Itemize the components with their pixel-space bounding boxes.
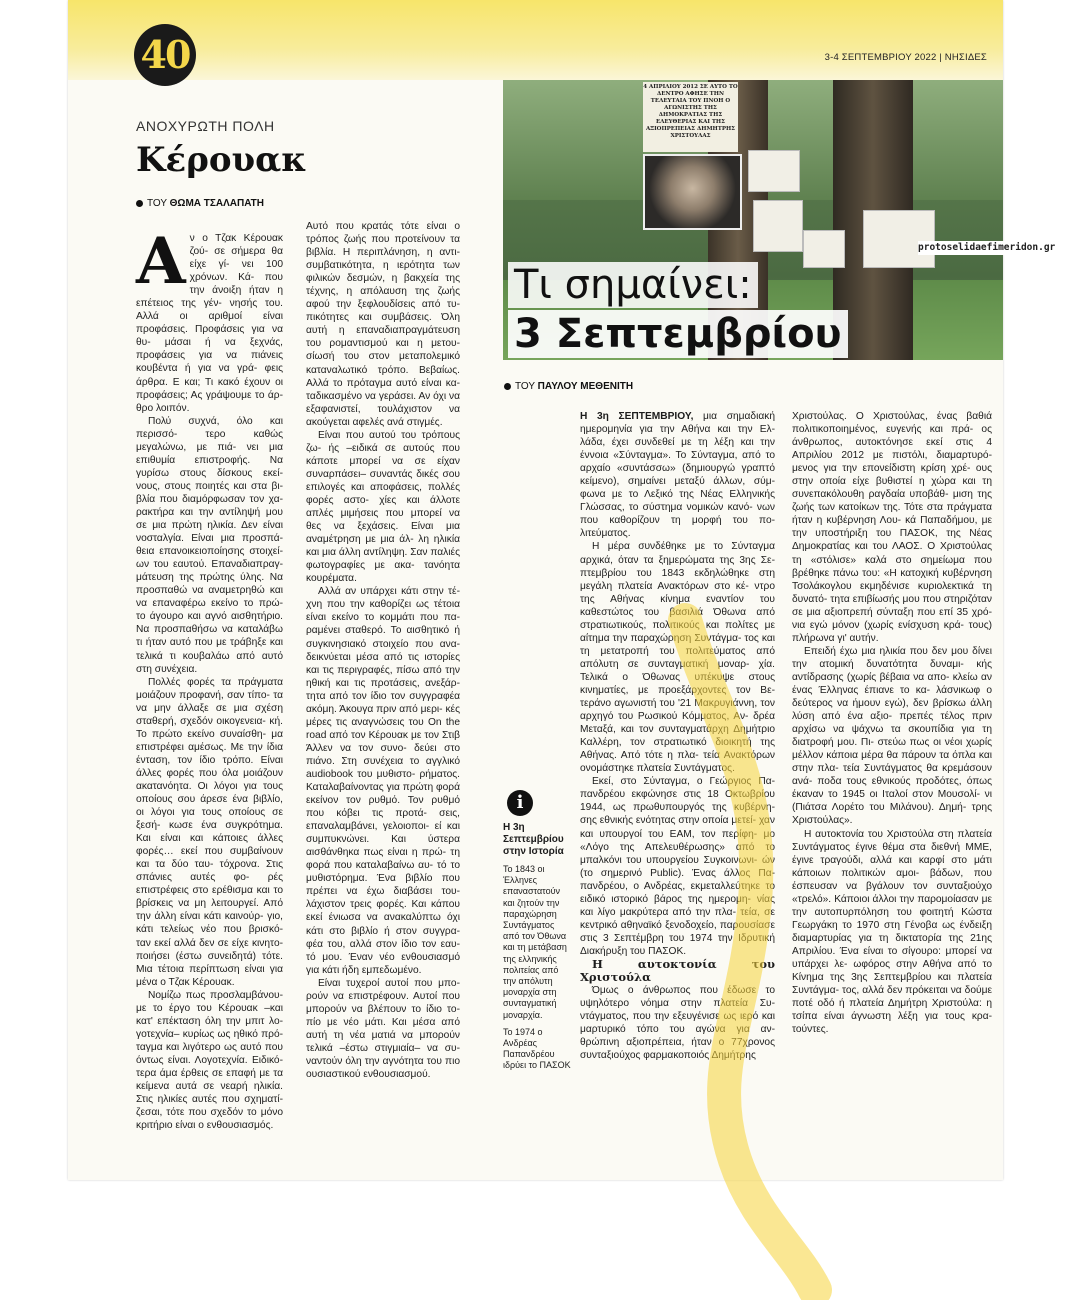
info-item: Το 1974 ο Ανδρέας Παπανδρέου ιδρύει το ΠΑΣΟΚ [503, 1026, 571, 1071]
article1-author: ΘΩΜΑ ΤΣΑΛΑΠΑΤΗ [169, 198, 264, 209]
article2-paragraph: Χριστούλας. Ο Χριστούλας, ένας βαθιά πολιτικοποιημένος, ευγενής και πρά- ος άνθρωπος, αυτοκτόνησε εκεί στις 4 Απριλίου 2012 με πιστόλι, διαμαρτυρό- μενος για την επονείδιστη κρίση χρέ- ους στην οποία είχε βυθιστεί η χώρα και τη συνεπακόλουθη ραγδαία υποβάθ- μιση της ζωής των κατοίκων της. Τότε στα πράγματα ήταν η κυβέρνηση Λου- κά Παπαδήμου, με την υποστήριξη του ΠΑΣΟΚ, της Νέας Δημοκρατίας και του ΛΑΟΣ. Ο Χριστούλας τη «στόλισε» καλά στο σημείωμα που βρέθηκε πάνω του: «Η κατοχική κυβέρνηση Τσολάκογλου εκμηδένισε κυριολεκτικά τη δυνατό- τητα επιβίωσής μου που στηριζόταν σε μια αξιοπρεπή σύνταξη που επί 35 χρό- νια εγώ μόνον (χωρίς ενίσχυση κρά- τους) πλήρωνα γι' αυτήν. [792, 411, 992, 644]
article1-paragraph: Αλλά αν υπάρχει κάτι στην τέ- χνη που την καθορίζει ως τέτοια είναι εκείνο το κομμάτι που πα- ραμένει σταθερό. Το αισθητικό ή συγκινησιακό στοιχείο που ανα- δεικνύεται μέσα από τις ιστορίες και τις περιγραφές, πίσω από την ηθική και τις προτάσεις, ανεξάρ- τητα από τον ίδιο τον συγγραφέα ακόμη. Άκουγα πριν από μερι- κές μέρες τις αναγνώσεις του On the road από τον Κέρουακ με τον Στιβ Άλλεν να τον συνο- δεύει στο πιάνο. Στη συνέχεια το αγγλικό audiobook του μυθιστο- ρήματος. Καταλαβαίνοντας για πρώτη φορά εκείνον τον ρυθμό. Τον ρυθμό που κόβει τις προτά- σεις, επαναλαμβάνει, γελοιοποι- εί και συμπυκνώνει. Και ύστερα αισθάνθηκα πως είναι η πρώ- τη φορά που καταλαβαίνω αυ- τό το μυθιστόρημα. Ένα βιβλίο που πρέπει να έχω διαβάσει του- λάχιστον τρεις φορές. Και κάπου εκεί ένιωσα να ανακαλύπτω όχι κάτι στο βιβλίο ή στον συγγρα- φέα του, αλλά στον ίδιο τον εαυ- τό μου. Έναν νέο ενθουσιασμό για κάτι ήδη εμπεδωμένο. [306, 586, 460, 976]
lead-in: Η 3η ΣΕΠΤΕΜΒΡΙΟΥ, [580, 411, 694, 422]
info-icon: i [507, 790, 533, 816]
article2-author: ΠΑΥΛΟΥ ΜΕΘΕΝΙΤΗ [537, 381, 634, 392]
article1-paragraph: Πολλές φορές τα πράγματα μοιάζουν προφανή, σαν τίπο- τα να μην άλλαξε σε μια σχέση σταθερή, σχεδόν οικογενεια- κή. Το πρώτο εκείνο συναίσθη- μα επιστρέφει αμέσως. Με την ίδια ένταση, τον ίδιο τρόπο. Είναι άλλες φορές που όλα μοιάζουν ακατανόητα. Οι λόγοι για τους οποίους σου άρεσε ένα βιβλίο, οι λόγοι για τους οποίους σε ξεσή- κωσε ένα συγκρότημα. Και είναι και κάποιες άλλες φορές… εκεί που συμβαίνουν και τα δύο ταυ- τόχρονα. Στις σπάνιες αυτές φο- ρές επιστρέφεις στο ερέθισμα και το βρίσκεις να μη λειτουργεί. Από την άλλη είναι κάτι καινούρ- γιο, κάτι τελείως νέο που βρισκό- ταν εκεί αλλά δεν σε είχε κινητο- ποιήσει (έστω συνειδητά) τότε. Μια τέτοια περίπτωση είναι για μένα ο Τζακ Κέρουακ. [136, 676, 283, 988]
newspaper-page [68, 0, 1003, 1180]
info-body [503, 864, 571, 1072]
info-title: Η 3η Σεπτεμβρίου στην Ιστορία [503, 822, 564, 857]
bullet-icon [504, 383, 511, 390]
byline-prefix: ΤΟΥ [515, 381, 535, 392]
photo-note [753, 200, 803, 252]
watermark: protoselidaefimeridon.gr [918, 242, 1056, 253]
article1-paragraph: Είναι που αυτού του τρόπους ζω- ής –ειδικά σε αυτούς που κάποτε μπορεί να σε είχαν συναρπάσει– συναντάς δικές σου επιλογές και αποφάσεις, πολλές φορές αστο- χίες και άλλοτε απλές μιμήσεις που μπορεί να θες να ξεχάσεις. Είναι μια αναμέτρηση με μια άλ- λη ηλικία και μια άλλη αντίληψη. Σαν παλιές φωτογραφίες με ακα- τανόητα κουρέματα. [306, 429, 460, 585]
article2-title-line1: Τι σημαίνει: [508, 262, 758, 308]
article2-column-2 [792, 410, 992, 1125]
article2-paragraph: Η μέρα συνδέθηκε με το Σύνταγμα αρχικά, όταν τα ξημερώματα της 3ης Σε- πτεμβρίου του 1843 εκδηλώθηκε στη μεγάλη πλατεία Ανακτόρων στο κέ- ντρο της Αθήνας κίνημα εναντίον του καθεστώτος του βασιλιά Όθωνα από στρατιωτικούς, πολιτικούς και πολίτες με αίτημα την παραχώρηση Συντάγμα- τος και τη μετατροπή του πολιτεύματος από απόλυτη σε συνταγματική μοναρ- χία. Τελικά ο Όθωνας υπέκυψε στους κινηματίες, με προεξάρχοντες τον Βε- τεράνο αγωνιστή του '21 Μακρυγιάννη, τον αρχηγό του Ρωσικού Κόμματος, Αν- δρέα Μεταξά, και τον συνταγματάρχη Δημήτριο Καλλέρη, τον στρατιωτικό διοικητή της Αθήνας. Από τότε η πλα- τεία Ανακτόρων ονομάστηκε πλατεία Συντάγματος. [580, 541, 775, 775]
byline-prefix: ΤΟΥ [147, 198, 167, 209]
article2-paragraph: Όμως ο άνθρωπος που έδωσε το υψηλότερο νόημα στην πλατεία Συ- ντάγματος, που την εξευγένισε ως ιερό και μαρτυρικό τόπο του αγώνα για αν- θρώπινη αξιοπρέπεια, ήταν ο 77χρονος συνταξιούχος φαρμακοποιός Δημήτρης [580, 985, 775, 1062]
article1-title: Κέρουακ [136, 140, 307, 180]
article1-kicker: ΑΝΟΧΥΡΩΤΗ ΠΟΛΗ [136, 118, 275, 134]
photo-note [863, 210, 935, 268]
article2-byline [504, 381, 633, 392]
article1-paragraph: Αν ο Τζακ Κέρουακ ζού- σε σήμερα θα είχε γί- νει 100 χρόνων. Κά- που την άνοιξη ήταν η επέτειος της γέν- νησής του. Αλλά οι αριθμοί είναι προφάσεις. Προφάσεις για να θυ- μάσαι ή να ξεχνάς, προφάσεις για να πιάνεις κουβέντα ή για να γρά- φεις άρθρα. Ε και; Τι κακό έχουν οι προφάσεις; Ας γράψουμε το άρ- θρο λοιπόν. [136, 224, 283, 414]
article1-column-2 [306, 220, 460, 1120]
article2-title [508, 262, 848, 358]
page-number: 40 [134, 24, 196, 86]
info-box [503, 790, 571, 1072]
article2-paragraph: Εκεί, στο Σύνταγμα, ο Γεώργιος Πα- πανδρέου εκφώνησε στις 18 Οκτωβρίου 1944, ως πρωθυπουργός της κυβέρνη- σης εθνικής ενότητας στην οποία μετεί- χαν και υπουργοί του ΕΑΜ, τον περίφη- μο «Λόγο της Απελευθέρωσης» από το μπαλκόνι του υπουργείου Συγκοινωνι- ών (το σημερινό Public). Ένας άλλος Πα- πανδρέου, ο Ανδρέας, εκμεταλλεύτηκε το ειδικό ιστορικό βάρος της ημερομη- νίας και λίγο μακρύτερα από την πλα- τεία, σε κεντρικό αθηναϊκό ξενοδοχείο, παρουσίασε στις 3 Σεπτέμβρη του 1974 την Ιδρυτική Διακήρυξη του ΠΑΣΟΚ. [580, 776, 775, 957]
photo-note [748, 150, 800, 192]
article2-title-line2: 3 Σεπτεμβρίου [508, 310, 848, 358]
article1-paragraph: Νομίζω πως προσλαμβάνου- με το έργο του Κέρουακ –και κατ' επέκταση όλη την μπιτ λο- γοτεχνία– κυρίως ως ηθικό πρό- ταγμα και λιγότερο ως αυτό που όντως είναι. Λογοτεχνία. Ειδικό- τερα άμα έρθεις σε επαφή με τα κείμενα αυτά σε νεαρή ηλικία. Στις ηλικίες αυτές που σχηματί- ζεσαι, τότε που σχεδόν το μόνο κριτήριο είναι ο ενθουσιασμός. [136, 989, 283, 1132]
memorial-poster: 4 ΑΠΡΙΛΙΟΥ 2012 ΣΕ ΑΥΤΟ ΤΟ ΔΕΝΤΡΟ ΑΦΗΣΕ ΤΗΝ ΤΕΛΕΥΤΑΙΑ ΤΟΥ ΠΝΟΗ Ο ΑΓΩΝΙΣΤΗΣ ΤΗΣ ΔΗΜΟΚΡΑΤΙΑΣ ΤΗΣ ΕΛΕΥΘΕΡΙΑΣ ΚΑΙ ΤΗΣ ΑΞΙΟΠΡΕΠΕΙΑΣ ΔΗΜΗΤΡΗΣ ΧΡΙΣΤΟΥΛΑΣ [643, 82, 738, 152]
article1-paragraph: Είναι τυχεροί αυτοί που μπο- ρούν να επιστρέφουν. Αυτοί που μπορούν να βλέπουν το ίδιο το- πίο με νέο μάτι. Και μέσα από αυτή τη νέα ματιά να μπορούν τελικά –έστω στιγμιαία– να συ- ναντούν όλη την αγνότητα του πιο ουσιαστικού ενθουσιασμού. [306, 977, 460, 1081]
bullet-icon [136, 200, 143, 207]
article2-column-1 [580, 410, 775, 1125]
dropcap: Α [136, 224, 186, 299]
header-band [68, 0, 1003, 80]
memorial-portrait [643, 154, 742, 230]
dateline: 3-4 ΣΕΠΤΕΜΒΡΙΟΥ 2022 | ΝΗΣΙΔΕΣ [824, 52, 987, 63]
article1-byline [136, 198, 264, 209]
article2-paragraph: Η αυτοκτονία του Χριστούλα στη πλατεία Συντάγματος έγινε θέμα στα διεθνή ΜΜΕ, έγινε τραγούδι, αλλά και καρφί στο μάτι κάποιων πολιτικών αμοι- βάδων, που έσπευσαν να βγάλουν τον συνταξιούχο «τρελό». Κάποιοι άλλοι την παρομοίασαν με την αυτοπυρπόληση του φοιτητή Κώστα Γεωργάκη το 1970 στη Γένοβα ως ένδειξη διαμαρτυρίας για τη δικτατορία της 21ης Απριλίου. Ένα είναι το σίγουρο: μπορεί να υπάρχει λε- ωφόρος στην Αθήνα από το Κίνημα της 3ης Σεπτεμβρίου και πλατεία Συντάγμα- τος, αλλά δεν πρόκειται να δούμε ποτέ οδό ή πλατεία Δημήτρη Χριστούλα: η τσίπα είναι άγνωστη λέξη για τους κρα- τούντες. [792, 828, 992, 1036]
article2-paragraph: Η 3η ΣΕΠΤΕΜΒΡΙΟΥ, μια σημαδιακή ημερομηνία για την Αθήνα και την Ελ- λάδα, έχει συνδεθεί με τη λέξη και την έννοια «Σύνταγμα». Το Σύνταγμα, από το αρχαίο «συντάσσω» (δημιουργώ γραπτό κείμενο), σημαίνει μεταξύ άλλων, σύμ- φωνα με το Λεξικό της Νέας Ελληνικής Γλώσσας, το σύστημα νομικών κανό- νων που καθορίζουν τη μορφή του πο- λιτεύματος. [580, 411, 775, 540]
info-item: Το 1843 οι Έλληνες επαναστατούν και ζητούν την παραχώρηση Συντάγματος από τον Όθωνα και τη μετάβαση της ελληνικής πολιτείας από την απόλυτη μοναρχία στη συνταγματική μοναρχία. [503, 864, 567, 1020]
article2-subhead: Η αυτοκτονία του Χριστούλα [580, 956, 775, 985]
article1-column-1 [136, 224, 283, 1132]
article1-paragraph: Αυτό που κρατάς τότε είναι ο τρόπος ζωής που προτείνουν τα βιβλία. Η περιπλάνηση, η αντι- συμβατικότητα, η ιερότητα των φιλικών δεσμών, η βακχεία της τέχνης, η απόλαυση της ζωής αφού την ξεφλουδίσεις από τυ- πικότητες και συμβάσεις. Όλη αυτή η επαναδιαπραγμάτευση του ρομαντισμού και η μετου- σίωσή του στον μεταπολεμικό καταναλωτικό τρόπο. Βεβαίως. Αλλά το πρόταγμα αυτό είναι κα- ταδικασμένο να γεράσει. Αν όχι να εξαφανιστεί, τουλάχιστον να ακούγεται αφελές ανά στιγμές. [306, 221, 460, 428]
article1-paragraph: Πολύ συχνά, όλο και περισσό- τερο καθώς μεγαλώνω, με πιά- νει μια επιθυμία επιστροφής. Να γυρίσω στους δίσκους εκεί- νους, στους ποιητές και στα βι- βλία που διαμόρφωσαν τον χα- ρακτήρα και την αντίληψή μου σε μια πρώτη ηλικία. Δεν είναι νοσταλγία. Είναι μια προσπά- θεια επανοικειοποίησης στοιχεί- ων του εαυτού. Επαναδιαπραγ- μάτευση της πρώτης ύλης. Να προσπαθώ να αναμετρηθώ και να επαναφέρω εκείνο το πρώ- το άγουρο και αγνό αισθητήριο. Να προσπαθήσω να καταλάβω τι ήταν αυτό που με τράβηξε και τελικά τι κουβαλάω από αυτό στη συνέχεια. [136, 415, 283, 675]
article2-paragraph: Επειδή έχω μια ηλικία που δεν μου δίνει την ατομική δυνατότητα δυναμι- κής αντίδρασης (χωρίς βέβαια να απο- κλείω αν ένας Έλληνας έπιανε το κα- λάσνικωφ ο δεύτερος να ήμουν εγώ), δεν βρίσκω άλλη λύση από ένα αξιο- πρεπές τέλος πριν αρχίσω να ψάχνω τα σκουπίδια για τη διατροφή μου. Πι- στεύω πως οι νέοι χωρίς μέλλον κάποια μέρα θα πάρουν τα όπλα και στην πλα- τεία Συντάγματος θα κρεμάσουν ανά- ποδα τους εθνικούς προδότες, όπως έκαναν το 1945 οι Ιταλοί στον Μουσολί- νι (Πιάτσα Λορέτο του Μιλάνου). Δημή- τρης Χριστούλας». [792, 645, 992, 827]
